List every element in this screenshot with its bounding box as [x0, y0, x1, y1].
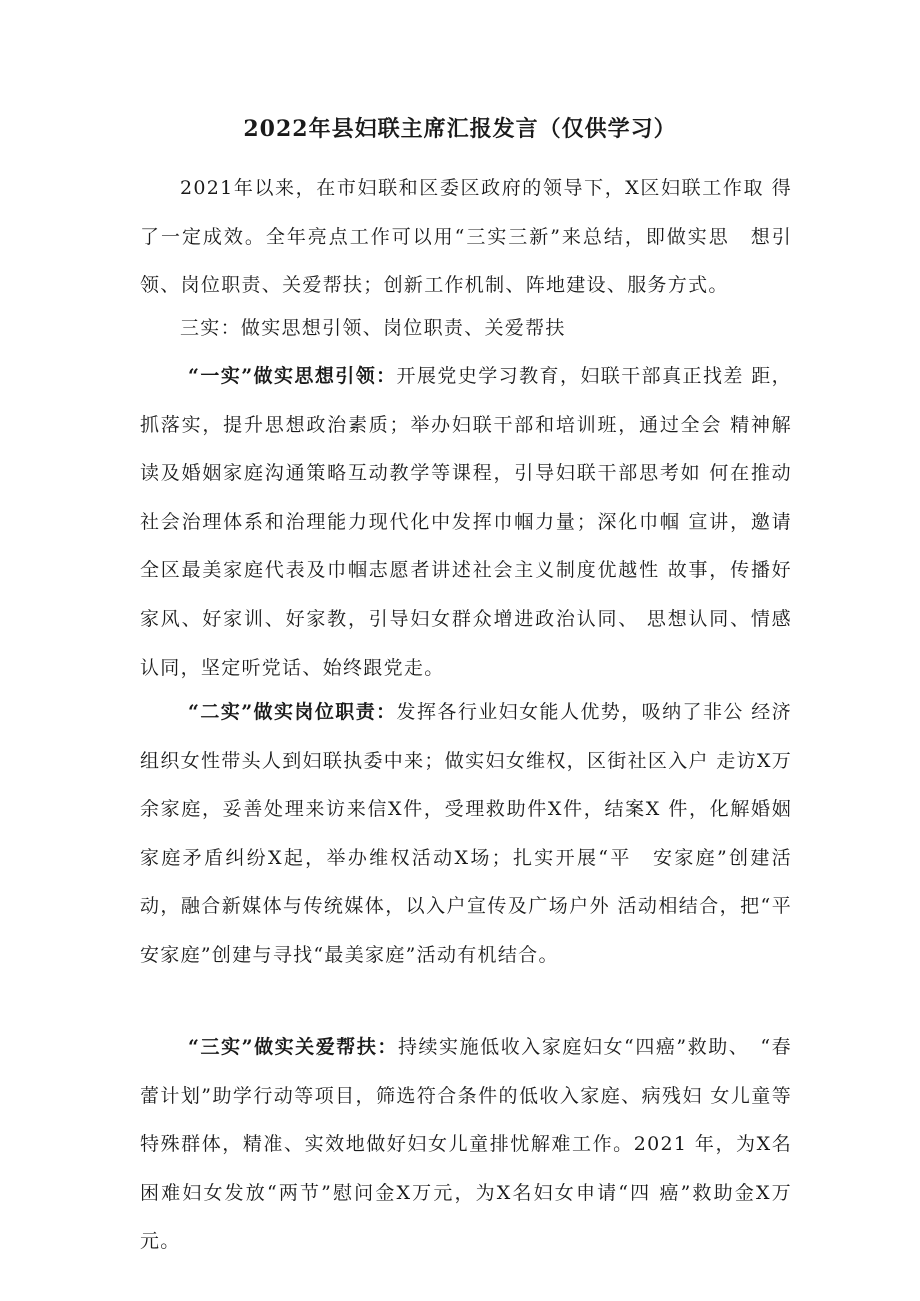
paragraph-lead: “一实”做实思想引领：: [188, 365, 397, 387]
paragraph-ershi: [140, 688, 792, 980]
paragraph-text: 发挥各行业妇女能人优势，吸纳了非公 经济组织女性带头人到妇联执委中来；做实妇女维权，区街社区入户 走访X万余家庭，妥善处理来访来信X件，受理救助件X件，结案X 件，化解婚姻家庭矛盾纠纷X起，举办维权活动X场；扎实开展“平 安家庭”创建活动，融合新媒体与传统媒体，以入户宣传及广场户外 活动相结合，把“平安家庭”创建与寻找“最美家庭”活动有机结合。: [140, 701, 792, 966]
document-title: 2022年县妇联主席汇报发言（仅供学习）: [243, 116, 677, 142]
paragraph-text: 持续实施低收入家庭妇女“四癌”救助、 “春蕾计划”助学行动等项目，筛选符合条件的低收入家庭、病残妇 女儿童等特殊群体，精准、实效地做好妇女儿童排忧解难工作。2021 年，为X名困难妇女发放“两节”慰问金X万元，为X名妇女申请“四 癌”救助金X万元。: [140, 1036, 792, 1253]
paragraph-sanshi: [140, 1023, 792, 1266]
paragraph-yishi: [140, 352, 792, 692]
section-heading: 三实：做实思想引领、岗位职责、关爱帮扶: [180, 317, 566, 339]
paragraph-text: 开展党史学习教育，妇联干部真正找差 距，抓落实，提升思想政治素质；举办妇联干部和培训班，通过全会 精神解读及婚姻家庭沟通策略互动教学等课程，引导妇联干部思考如 何在推动社会治理体系和治理能力现代化中发挥巾帼力量；深化巾帼 宣讲，邀请全区最美家庭代表及巾帼志愿者讲述社会主义制度优越性 故事，传播好家风、好家训、好家教，引导妇女群众增进政治认同、 思想认同、情感认同，坚定听党话、始终跟党走。: [140, 365, 792, 679]
paragraph-lead: “三实”做实关爱帮扶：: [188, 1036, 398, 1058]
paragraph-lead: “二实”做实岗位职责：: [188, 701, 397, 723]
intro-paragraph: 2021年以来，在市妇联和区委区政府的领导下，X区妇联工作取 得了一定成效。全年亮点工作可以用“三实三新”来总结，即做实思 想引领、岗位职责、关爱帮扶；创新工作机制、阵地建设、服务方式。: [140, 177, 792, 297]
